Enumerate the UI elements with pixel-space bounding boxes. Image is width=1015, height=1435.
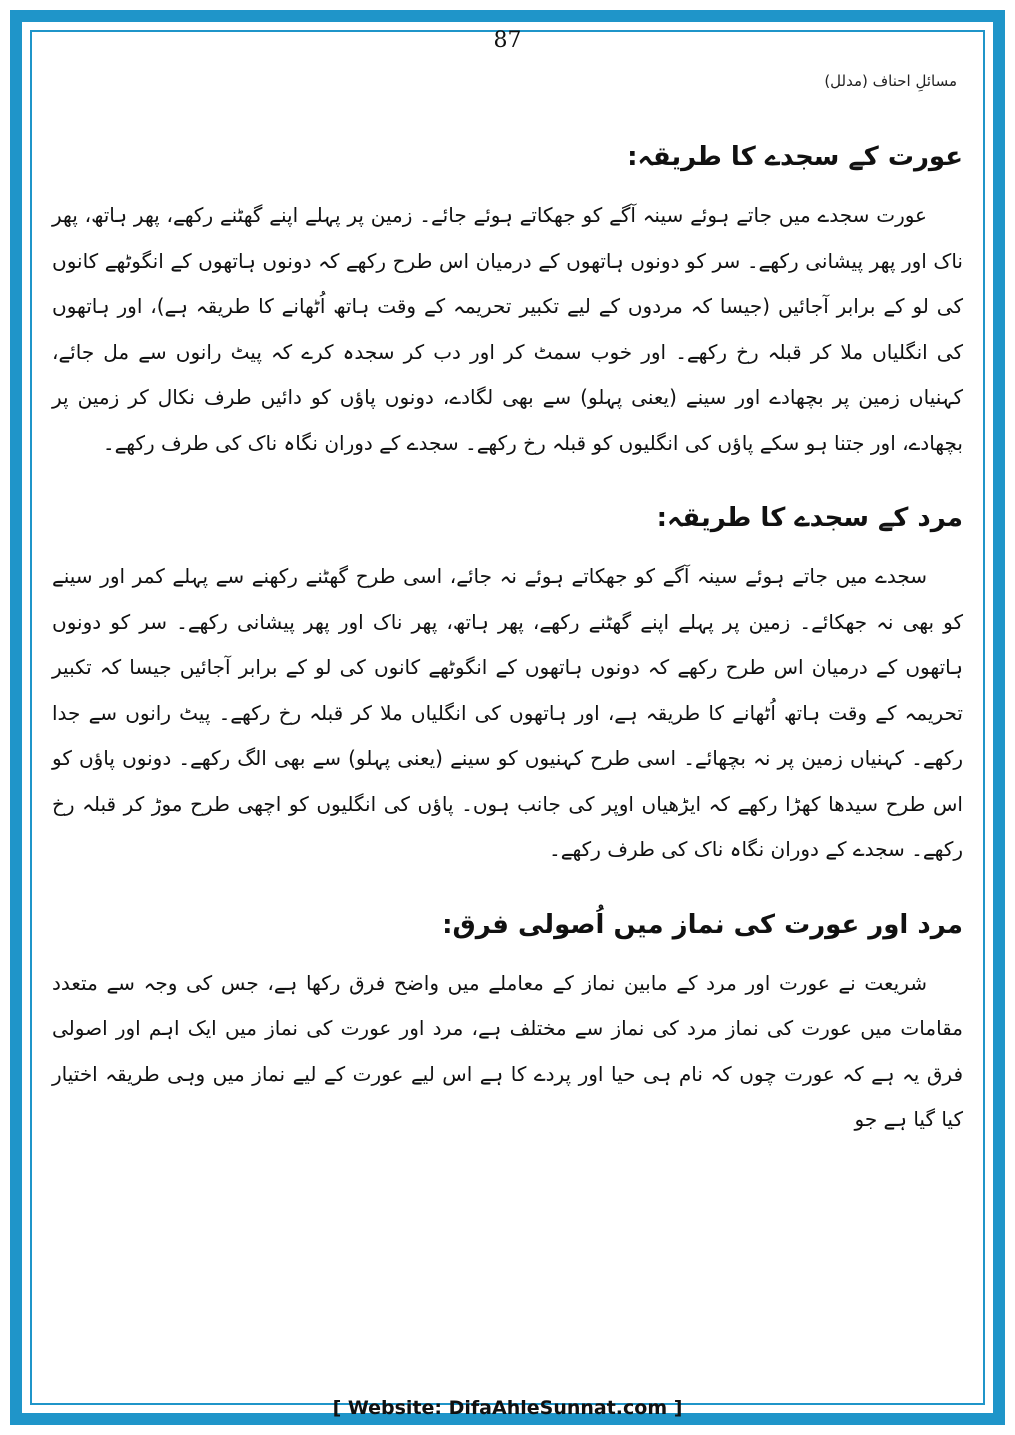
section-men-sajda bbox=[52, 496, 963, 873]
website-footer: [ Website: DifaAhleSunnat.com ] bbox=[332, 1397, 683, 1419]
page-number: 87 bbox=[493, 28, 522, 53]
section-principal-difference bbox=[52, 903, 963, 1143]
section-heading: مرد کے سجدے کا طریقہ: bbox=[656, 503, 963, 533]
section-paragraph: سجدے میں جاتے ہوئے سینہ آگے کو جھکاتے ہوئے نہ جائے، اسی طرح گھٹنے رکھنے سے پہلے کمر اور سینے کو بھی نہ جھکائے۔ زمین پر پہلے اپنے گھٹنے رکھے، پھر ہاتھ، پھر ناک اور پھر پیشانی رکھے۔ سر کو دونوں ہاتھوں کے درمیان اس طرح رکھے کہ دونوں ہاتھوں کے انگوٹھے کانوں کی لو کے برابر آجائیں جیسا کہ تکبیر تحریمہ کے وقت ہاتھ اُٹھانے کا طریقہ ہے، اور ہاتھوں کی انگلیاں ملا کر قبلہ رخ رکھے۔ پیٹ رانوں سے جدا رکھے۔ کہنیاں زمین پر نہ بچھائے۔ اسی طرح کہنیوں کو سینے (یعنی پہلو) سے بھی الگ رکھے۔ دونوں پاؤں کو اس طرح سیدھا کھڑا رکھے کہ ایڑھیاں اوپر کی جانب ہوں۔ پاؤں کی انگلیوں کو اچھی طرح موڑ کر قبلہ رخ رکھے۔ سجدے کے دوران نگاہ ناک کی طرف رکھے۔ bbox=[52, 564, 963, 861]
section-paragraph: شریعت نے عورت اور مرد کے مابین نماز کے معاملے میں واضح فرق رکھا ہے، جس کی وجہ سے متعدد مقامات میں عورت کی نماز مرد کی نماز سے مختلف ہے، مرد اور عورت کی نماز میں ایک اہم اور اصولی فرق یہ ہے کہ عورت چوں کہ نام ہی حیا اور پردے کا ہے اس لیے عورت کے لیے نماز میں وہی طریقہ اختیار کیا گیا ہے جو bbox=[52, 970, 963, 1131]
running-header: مسائلِ احناف (مدلل) bbox=[824, 72, 957, 90]
section-women-sajda bbox=[52, 135, 963, 466]
section-heading: مرد اور عورت کی نماز میں اُصولی فرق: bbox=[442, 909, 963, 940]
section-heading: عورت کے سجدے کا طریقہ: bbox=[627, 142, 963, 172]
section-paragraph: عورت سجدے میں جاتے ہوئے سینہ آگے کو جھکاتے ہوئے جائے۔ زمین پر پہلے اپنے گھٹنے رکھے، پھر ہاتھ، پھر ناک اور پھر پیشانی رکھے۔ سر کو دونوں ہاتھوں کے درمیان اس طرح رکھے کہ دونوں ہاتھوں کے انگوٹھے کانوں کی لو کے برابر آجائیں (جیسا کہ مردوں کے لیے تکبیر تحریمہ کے وقت ہاتھ اُٹھانے کا طریقہ ہے)، اور ہاتھوں کی انگلیاں ملا کر قبلہ رخ رکھے۔ اور خوب سمٹ کر اور دب کر سجدہ کرے کہ پیٹ رانوں سے مل جائے، کہنیاں زمین پر بچھادے اور سینے (یعنی پہلو) سے بھی لگادے، دونوں پاؤں کو دائیں طرف نکال کر زمین پر بچھادے، اور جتنا ہو سکے پاؤں کی انگلیوں کو قبلہ رخ رکھے۔ سجدے کے دوران نگاہ ناک کی طرف رکھے۔ bbox=[52, 203, 963, 455]
document-body bbox=[52, 135, 963, 1173]
